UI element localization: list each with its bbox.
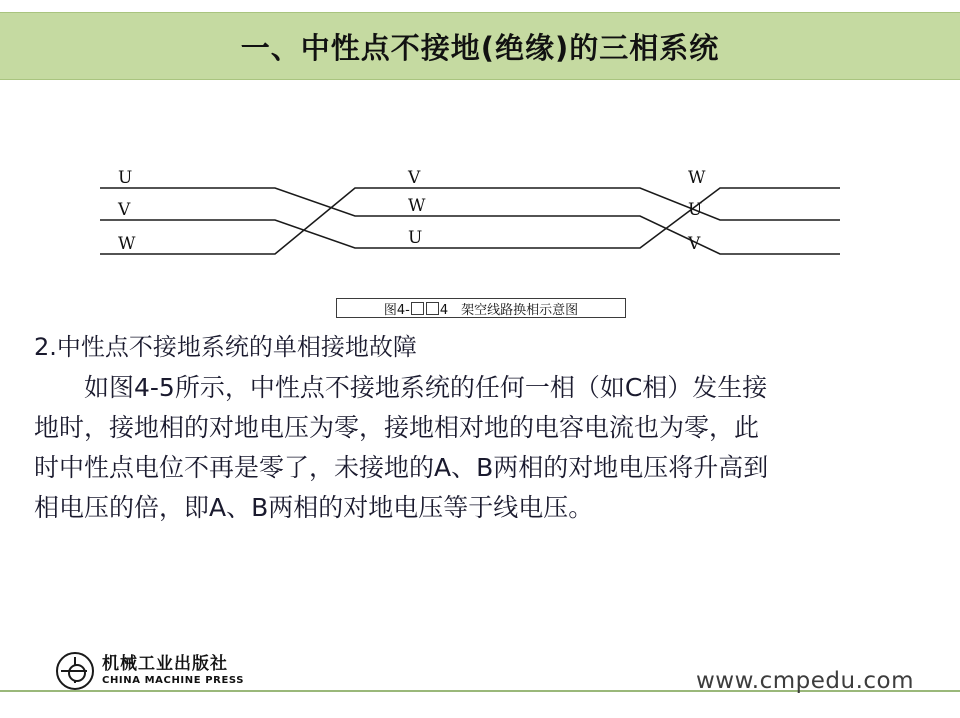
body-line-1: 地时，接地相的对地电压为零，接地相对地的电容电流也为零，此 — [34, 413, 760, 442]
title-banner — [0, 12, 960, 80]
website-url: www.cmpedu.com — [695, 668, 914, 694]
label-right-1: U — [688, 200, 703, 220]
label-right-0: W — [688, 168, 706, 188]
publisher-name-en: CHINA MACHINE PRESS — [102, 675, 245, 687]
body-text — [34, 328, 934, 528]
body-heading: 2.中性点不接地系统的单相接地故障 — [34, 333, 417, 361]
page-title: 一、中性点不接地(绝缘)的三相系统 — [240, 30, 720, 65]
body-line-3: 相电压的倍，即A、B两相的对地电压等于线电压。 — [34, 493, 594, 522]
label-right-2: V — [688, 234, 701, 254]
diagram-svg — [100, 168, 840, 298]
label-left-1: V — [118, 200, 131, 220]
press-logo-inner-circle — [68, 664, 86, 682]
caption-suffix: 4 架空线路换相示意图 — [439, 302, 579, 318]
figure-caption — [336, 298, 626, 318]
label-mid-2: U — [408, 228, 423, 248]
body-line-0: 如图4-5所示，中性点不接地系统的任何一相（如C相）发生接 — [34, 373, 768, 402]
transposition-diagram — [100, 168, 840, 308]
label-mid-0: V — [408, 168, 421, 188]
caption-placeholder-box-2 — [426, 302, 439, 315]
publisher-name — [102, 655, 244, 686]
label-left-0: U — [118, 168, 133, 188]
press-logo-icon — [56, 652, 94, 690]
caption-placeholder-box-1 — [411, 302, 424, 315]
publisher-logo — [56, 652, 244, 690]
label-mid-1: W — [408, 196, 426, 216]
body-line-2: 时中性点电位不再是零了，未接地的A、B两相的对地电压将升高到 — [34, 453, 769, 482]
caption-prefix: 图4- — [383, 302, 410, 318]
label-left-2: W — [118, 234, 136, 254]
publisher-name-cn: 机械工业出版社 — [102, 654, 228, 675]
